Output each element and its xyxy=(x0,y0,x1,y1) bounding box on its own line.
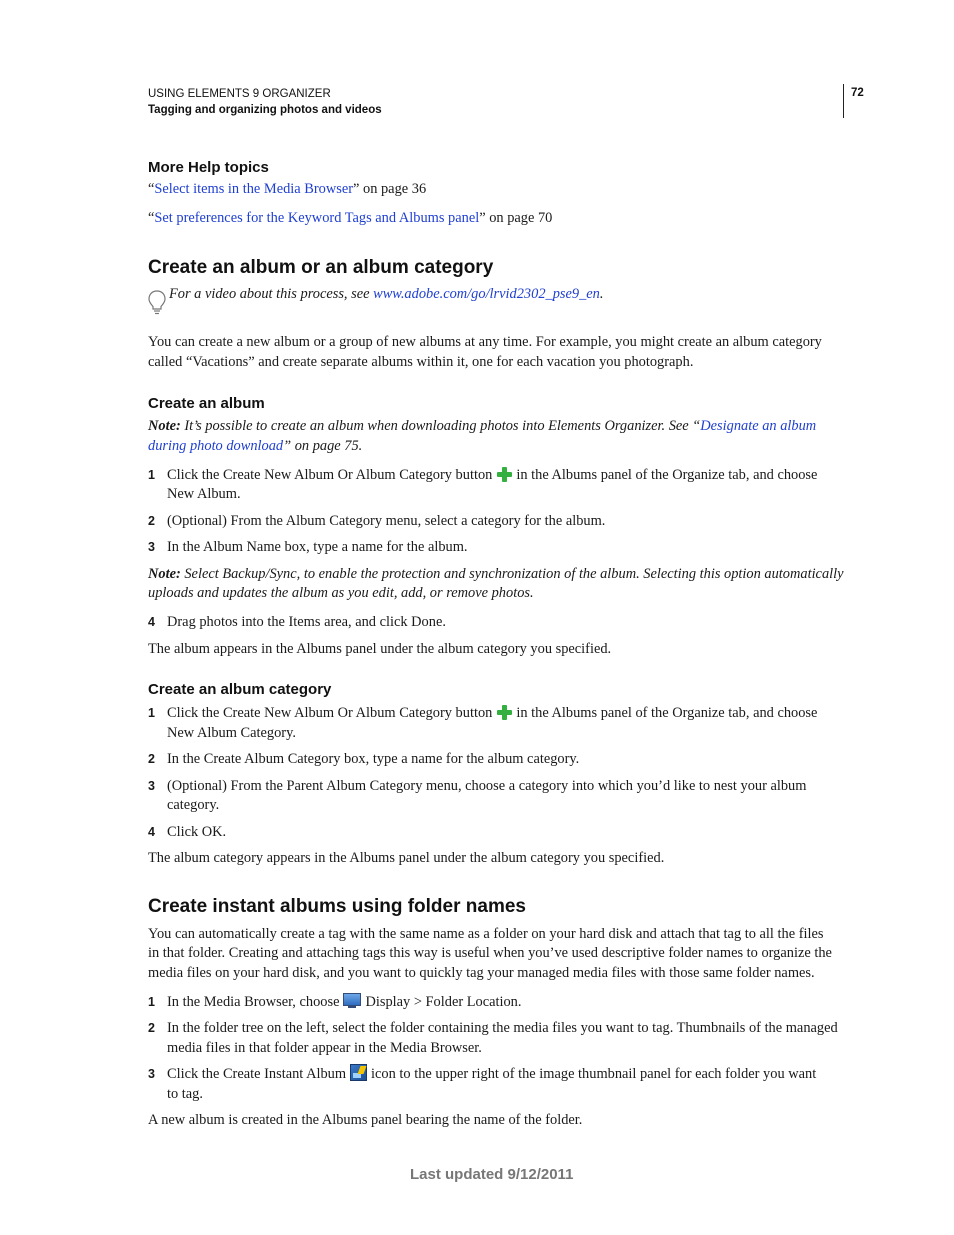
category-step-3-cont: category. xyxy=(167,797,220,813)
album-step-1: Click the Create New Album Or Album Category button in the Albums panel of the Organize tab, and choose xyxy=(167,467,818,483)
running-header-chapter: Tagging and organizing photos and videos xyxy=(148,104,382,116)
instant-intro-line-3: media files on your hard disk, and you want to quickly tag your managed media files with those same folder names. xyxy=(148,965,815,981)
green-plus-icon xyxy=(496,704,512,720)
instant-step-1: In the Media Browser, choose Display > Folder Location. xyxy=(167,994,522,1010)
instant-step-3: Click the Create Instant Album icon to the upper right of the image thumbnail panel for each folder you want xyxy=(167,1066,817,1082)
album-step-1-cont: New Album. xyxy=(167,486,241,502)
section1-intro-line-2: called “Vacations” and create separate albums within it, one for each vacation you photograph. xyxy=(148,354,694,370)
album-step-2: (Optional) From the Album Category menu, select a category for the album. xyxy=(167,513,606,529)
video-tip: For a video about this process, see www.adobe.com/go/lrvid2302_pse9_en. xyxy=(169,286,604,302)
instant-intro-line-1: You can automatically create a tag with the same name as a folder on your hard disk and attach that tag to all the files xyxy=(148,926,824,942)
step-number: 3 xyxy=(148,1067,155,1081)
instant-step-3-cont: to tag. xyxy=(167,1086,203,1102)
green-plus-icon xyxy=(496,466,512,482)
more-help-heading: More Help topics xyxy=(148,159,269,176)
album-step-3: In the Album Name box, type a name for the album. xyxy=(167,539,468,555)
step-number: 1 xyxy=(148,468,155,482)
instant-result: A new album is created in the Albums panel bearing the name of the folder. xyxy=(148,1112,583,1128)
category-result: The album category appears in the Albums panel under the album category you specified. xyxy=(148,850,665,866)
subheading-create-album: Create an album xyxy=(148,395,265,412)
lightbulb-icon xyxy=(148,290,166,316)
step-number: 4 xyxy=(148,615,155,629)
album-result: The album appears in the Albums panel under the album category you specified. xyxy=(148,641,612,657)
designate-album-link[interactable]: Designate an album xyxy=(700,418,817,434)
last-updated: Last updated 9/12/2011 xyxy=(410,1166,574,1183)
category-step-3: (Optional) From the Parent Album Category menu, choose a category into which you’d like to nest your album xyxy=(167,778,807,794)
monitor-icon xyxy=(343,993,361,1008)
backup-note-line-1: Note: Select Backup/Sync, to enable the protection and synchronization of the album. Selecting this option automatically xyxy=(148,566,844,582)
designate-album-link-cont[interactable]: during photo download xyxy=(148,438,284,454)
album-note-line-1: Note: It’s possible to create an album when downloading photos into Elements Organizer. See “Designate an album xyxy=(148,418,817,434)
step-number: 3 xyxy=(148,540,155,554)
step-number: 1 xyxy=(148,995,155,1009)
running-header-title: USING ELEMENTS 9 ORGANIZER xyxy=(148,88,331,100)
video-tip-link[interactable]: www.adobe.com/go/lrvid2302_pse9_en xyxy=(373,286,600,302)
instant-album-icon xyxy=(350,1064,367,1081)
section-heading-album-or-category: Create an album or an album category xyxy=(148,257,494,278)
album-step-4: Drag photos into the Items area, and click Done. xyxy=(167,614,446,630)
instant-step-2: In the folder tree on the left, select the folder containing the media files you want to tag. Thumbnails of the managed xyxy=(167,1020,838,1036)
step-number: 2 xyxy=(148,1021,155,1035)
more-help-link-1[interactable]: Select items in the Media Browser xyxy=(154,181,354,197)
backup-note-line-2: uploads and updates the album as you edit, add, or remove photos. xyxy=(148,585,534,601)
step-number: 2 xyxy=(148,514,155,528)
category-step-1: Click the Create New Album Or Album Category button in the Albums panel of the Organize tab, and choose xyxy=(167,705,818,721)
category-step-1-cont: New Album Category. xyxy=(167,725,296,741)
instant-intro-line-2: in that folder. Creating and attaching tags this way is useful when you’ve used descriptive folder names to organize the xyxy=(148,945,832,961)
step-number: 3 xyxy=(148,779,155,793)
category-step-4: Click OK. xyxy=(167,824,227,840)
category-step-2: In the Create Album Category box, type a name for the album category. xyxy=(167,751,580,767)
more-help-link-2[interactable]: Set preferences for the Keyword Tags and Albums panel xyxy=(154,210,480,226)
page-number: 72 xyxy=(851,87,864,99)
more-help-item-1: “Select items in the Media Browser” on page 36 xyxy=(148,181,427,197)
step-number: 2 xyxy=(148,752,155,766)
section1-intro-line-1: You can create a new album or a group of new albums at any time. For example, you might create an album category xyxy=(148,334,822,350)
subheading-create-category: Create an album category xyxy=(148,681,332,698)
step-number: 1 xyxy=(148,706,155,720)
step-number: 4 xyxy=(148,825,155,839)
more-help-item-2: “Set preferences for the Keyword Tags and Albums panel” on page 70 xyxy=(148,210,553,226)
header-divider xyxy=(843,84,844,118)
album-note-line-2: during photo download” on page 75. xyxy=(148,438,363,454)
section-heading-instant-albums: Create instant albums using folder names xyxy=(148,896,526,917)
instant-step-2-cont: media files in that folder appear in the Media Browser. xyxy=(167,1040,482,1056)
